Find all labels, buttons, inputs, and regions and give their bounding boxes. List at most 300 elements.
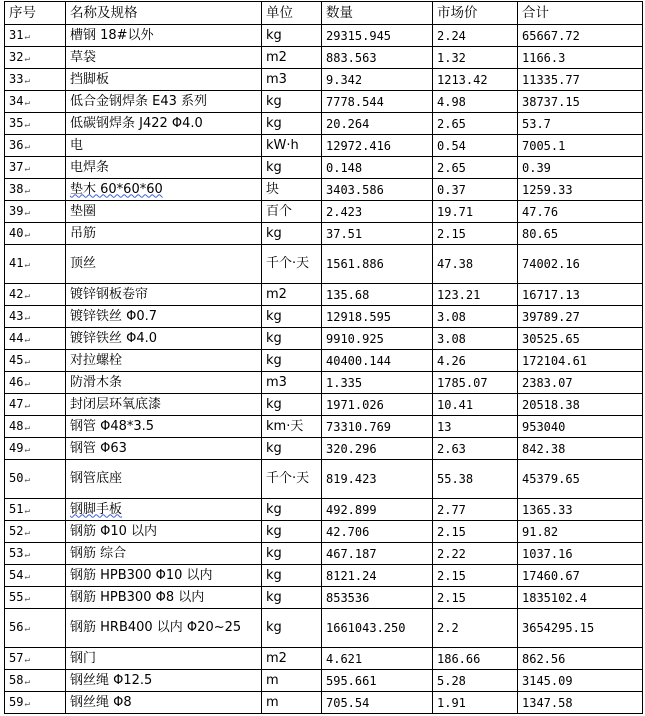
row-price-text: 47.38 — [437, 257, 474, 271]
row-no-text: 37 — [9, 159, 24, 174]
row-price — [433, 521, 518, 543]
row-unit-text: kg — [266, 352, 282, 368]
header-no: 序号 — [5, 2, 66, 25]
row-price — [433, 460, 518, 499]
row-qty-text: 12918.595 — [326, 309, 392, 324]
row-no-text: 34 — [9, 93, 24, 108]
row-qty — [322, 587, 433, 609]
row-no-text: 47 — [9, 396, 24, 411]
row-no — [5, 201, 66, 223]
row-price-text: 5.28 — [437, 673, 466, 688]
row-total-text: 53.7 — [522, 116, 551, 131]
row-no-text: 40 — [9, 225, 24, 240]
row-name-text: 垫圈 — [70, 203, 97, 219]
row-total-text: 2383.07 — [522, 375, 573, 390]
row-name — [66, 521, 262, 543]
table-row — [5, 91, 643, 113]
row-unit-text: kg — [266, 396, 282, 412]
row-unit-text: km·天 — [266, 418, 304, 434]
row-unit-text: m2 — [266, 650, 287, 666]
row-price-text: 4.98 — [437, 94, 466, 109]
row-no-text: 46 — [9, 374, 24, 389]
row-total-text: 1835102.4 — [522, 590, 588, 605]
row-no — [5, 245, 66, 284]
row-unit — [262, 328, 322, 350]
row-qty — [322, 157, 433, 179]
row-total-text: 842.38 — [522, 441, 566, 456]
row-qty-text: 0.148 — [326, 160, 363, 175]
row-qty — [322, 416, 433, 438]
paragraph-mark-icon: ↵ — [24, 654, 30, 665]
row-total-text: 74002.16 — [522, 257, 580, 271]
row-qty — [322, 350, 433, 372]
row-qty — [322, 284, 433, 306]
row-no-text: 55 — [9, 589, 24, 604]
paragraph-mark-icon: ↵ — [24, 290, 30, 301]
row-total — [518, 372, 643, 394]
paragraph-mark-icon: ↵ — [24, 422, 30, 433]
row-unit-text: 百个 — [266, 203, 293, 219]
row-total-text: 17460.67 — [522, 568, 580, 583]
row-total-text: 3145.09 — [522, 673, 573, 688]
row-unit — [262, 69, 322, 91]
row-qty — [322, 648, 433, 670]
row-no-text: 54 — [9, 567, 24, 582]
row-no — [5, 648, 66, 670]
row-qty — [322, 245, 433, 284]
row-price — [433, 670, 518, 692]
row-name — [66, 113, 262, 135]
row-total-text: 38737.15 — [522, 94, 580, 109]
row-total — [518, 179, 643, 201]
row-unit — [262, 91, 322, 113]
row-price — [433, 179, 518, 201]
row-qty-text: 12972.416 — [326, 138, 392, 153]
row-unit-text: kg — [266, 225, 282, 241]
row-unit — [262, 438, 322, 460]
row-qty-text: 4.621 — [326, 651, 363, 666]
row-total-text: 16717.13 — [522, 287, 580, 302]
table-row — [5, 543, 643, 565]
paragraph-mark-icon: ↵ — [24, 207, 30, 218]
row-total-text: 3654295.15 — [522, 621, 595, 635]
row-total-text: 1365.33 — [522, 502, 573, 517]
table-row — [5, 587, 643, 609]
row-no-text: 38 — [9, 181, 24, 196]
row-total — [518, 245, 643, 284]
row-unit-text: m2 — [266, 49, 287, 65]
row-price — [433, 543, 518, 565]
row-qty — [322, 499, 433, 521]
row-name — [66, 47, 262, 69]
row-unit — [262, 648, 322, 670]
row-no — [5, 179, 66, 201]
row-name — [66, 201, 262, 223]
table-row — [5, 416, 643, 438]
row-unit-text: kg — [266, 545, 282, 561]
row-price — [433, 135, 518, 157]
row-unit — [262, 394, 322, 416]
row-qty-text: 42.706 — [326, 524, 370, 539]
row-total-text: 0.39 — [522, 160, 551, 175]
row-total — [518, 394, 643, 416]
row-total-text: 1037.16 — [522, 546, 573, 561]
row-total — [518, 328, 643, 350]
row-name — [66, 670, 262, 692]
row-name-text: 钢管底座 — [70, 471, 123, 486]
row-price — [433, 350, 518, 372]
row-price-text: 13 — [437, 419, 452, 434]
row-qty — [322, 692, 433, 714]
row-qty — [322, 670, 433, 692]
row-total — [518, 47, 643, 69]
paragraph-mark-icon: ↵ — [24, 624, 30, 634]
paragraph-mark-icon: ↵ — [24, 97, 30, 108]
header-unit: 单位 — [262, 2, 322, 25]
row-no — [5, 284, 66, 306]
paragraph-mark-icon: ↵ — [24, 229, 30, 240]
row-qty-text: 1661043.250 — [326, 621, 406, 635]
row-no — [5, 328, 66, 350]
row-name — [66, 350, 262, 372]
row-total — [518, 306, 643, 328]
row-qty — [322, 223, 433, 245]
table-row — [5, 25, 643, 47]
row-price-text: 186.66 — [437, 651, 481, 666]
row-unit-text: 块 — [266, 181, 280, 197]
row-total-text: 1347.58 — [522, 695, 573, 710]
row-name — [66, 565, 262, 587]
row-qty — [322, 47, 433, 69]
row-qty — [322, 69, 433, 91]
row-price-text: 0.37 — [437, 182, 466, 197]
row-name — [66, 609, 262, 648]
row-no-text: 53 — [9, 545, 24, 560]
row-no — [5, 223, 66, 245]
row-name — [66, 648, 262, 670]
row-no-text: 39 — [9, 203, 24, 218]
row-qty-text: 1971.026 — [326, 397, 384, 412]
row-qty-text: 883.563 — [326, 50, 377, 65]
row-price-text: 4.26 — [437, 353, 466, 368]
row-price — [433, 438, 518, 460]
row-no-text: 59 — [9, 694, 24, 709]
row-unit-text: kg — [266, 93, 282, 109]
paragraph-mark-icon: ↵ — [24, 475, 30, 485]
row-qty-text: 29315.945 — [326, 28, 392, 43]
row-total — [518, 416, 643, 438]
row-price — [433, 245, 518, 284]
row-unit-text: m — [266, 694, 279, 710]
row-name-text: 钢管 Φ63 — [70, 440, 127, 456]
row-unit-text: m3 — [266, 71, 287, 87]
table-row — [5, 284, 643, 306]
row-price — [433, 692, 518, 714]
row-name-text: 防滑木条 — [70, 374, 123, 390]
row-price-text: 2.15 — [437, 568, 466, 583]
row-unit-text: kg — [266, 589, 282, 605]
paragraph-mark-icon: ↵ — [24, 163, 30, 174]
row-unit-text: 千个·天 — [266, 471, 310, 486]
row-price-text: 2.15 — [437, 590, 466, 605]
row-name — [66, 25, 262, 47]
table-row — [5, 394, 643, 416]
row-qty-text: 20.264 — [326, 116, 370, 131]
row-name-text: 槽钢 18#以外 — [70, 27, 154, 43]
row-price — [433, 284, 518, 306]
table-row — [5, 157, 643, 179]
row-name-text: 钢脚手板 — [70, 501, 123, 517]
paragraph-mark-icon: ↵ — [24, 75, 30, 86]
row-price-text: 19.71 — [437, 204, 474, 219]
row-price — [433, 201, 518, 223]
row-name — [66, 543, 262, 565]
row-name — [66, 306, 262, 328]
row-unit — [262, 25, 322, 47]
row-no-text: 50 — [9, 471, 24, 485]
row-unit-text: kg — [266, 330, 282, 346]
row-name-text: 钢门 — [70, 650, 97, 666]
row-no — [5, 135, 66, 157]
row-price — [433, 499, 518, 521]
row-price — [433, 69, 518, 91]
row-total-text: 20518.38 — [522, 397, 580, 412]
row-no-text: 35 — [9, 115, 24, 130]
row-unit-text: m — [266, 672, 279, 688]
row-no — [5, 394, 66, 416]
row-name — [66, 135, 262, 157]
row-no-text: 56 — [9, 620, 24, 634]
row-price-text: 123.21 — [437, 287, 481, 302]
row-total-text: 30525.65 — [522, 331, 580, 346]
paragraph-mark-icon: ↵ — [24, 505, 30, 516]
row-total — [518, 69, 643, 91]
row-unit-text: m2 — [266, 286, 287, 302]
row-price-text: 3.08 — [437, 309, 466, 324]
row-name-text: 低合金钢焊条 E43 系列 — [70, 93, 208, 109]
row-qty — [322, 372, 433, 394]
row-no — [5, 306, 66, 328]
row-price — [433, 565, 518, 587]
row-qty-text: 1.335 — [326, 375, 363, 390]
row-name-text: 镀锌铁丝 Φ4.0 — [70, 330, 158, 346]
row-no — [5, 587, 66, 609]
row-no-text: 45 — [9, 352, 24, 367]
paragraph-mark-icon: ↵ — [24, 444, 30, 455]
row-qty-text: 1561.886 — [326, 257, 384, 271]
row-no — [5, 91, 66, 113]
row-name-text: 钢筋 HPB300 Φ10 以内 — [70, 567, 213, 583]
table-row — [5, 460, 643, 499]
row-qty-text: 9.342 — [326, 72, 363, 87]
row-qty — [322, 543, 433, 565]
row-unit-text: kg — [266, 501, 282, 517]
row-no-text: 58 — [9, 672, 24, 687]
row-no — [5, 350, 66, 372]
row-total — [518, 113, 643, 135]
row-name-text: 钢筋 Φ10 以内 — [70, 523, 158, 539]
row-no — [5, 499, 66, 521]
row-unit — [262, 306, 322, 328]
row-name — [66, 245, 262, 284]
row-no-text: 33 — [9, 71, 24, 86]
row-qty — [322, 609, 433, 648]
row-no-text: 49 — [9, 440, 24, 455]
row-unit — [262, 460, 322, 499]
paragraph-mark-icon: ↵ — [24, 260, 30, 270]
paragraph-mark-icon: ↵ — [24, 31, 30, 42]
paragraph-mark-icon: ↵ — [24, 676, 30, 687]
row-qty-text: 73310.769 — [326, 419, 392, 434]
row-no — [5, 460, 66, 499]
row-no-text: 31 — [9, 27, 24, 42]
row-name — [66, 179, 262, 201]
row-price — [433, 394, 518, 416]
row-name-text: 封闭层环氧底漆 — [70, 396, 162, 412]
row-name — [66, 394, 262, 416]
row-no — [5, 609, 66, 648]
row-name — [66, 416, 262, 438]
row-name-text: 镀锌铁丝 Φ0.7 — [70, 308, 158, 324]
row-price — [433, 416, 518, 438]
row-unit — [262, 499, 322, 521]
row-price-text: 1785.07 — [437, 375, 488, 390]
row-no-text: 48 — [9, 418, 24, 433]
header-qty: 数量 — [322, 2, 433, 25]
row-no — [5, 416, 66, 438]
row-name-text: 吊筋 — [70, 225, 97, 241]
row-unit — [262, 692, 322, 714]
row-qty-text: 492.899 — [326, 502, 377, 517]
row-price — [433, 157, 518, 179]
row-qty — [322, 521, 433, 543]
row-no-text: 42 — [9, 286, 24, 301]
table-row — [5, 47, 643, 69]
row-total — [518, 284, 643, 306]
row-qty-text: 40400.144 — [326, 353, 392, 368]
row-no-text: 32 — [9, 49, 24, 64]
row-no-text: 52 — [9, 523, 24, 538]
row-price-text: 1213.42 — [437, 72, 488, 87]
row-qty — [322, 179, 433, 201]
row-unit — [262, 223, 322, 245]
row-total-text: 47.76 — [522, 204, 559, 219]
row-unit — [262, 543, 322, 565]
row-no — [5, 438, 66, 460]
row-total-text: 172104.61 — [522, 353, 588, 368]
row-qty-text: 37.51 — [326, 226, 363, 241]
row-price — [433, 587, 518, 609]
row-name — [66, 284, 262, 306]
row-unit-text: kg — [266, 115, 282, 131]
row-price-text: 2.65 — [437, 116, 466, 131]
row-name-text: 电焊条 — [70, 159, 110, 175]
row-unit-text: kg — [266, 308, 282, 324]
row-unit — [262, 157, 322, 179]
row-name-text: 电 — [70, 137, 84, 153]
paragraph-mark-icon: ↵ — [24, 141, 30, 152]
row-name — [66, 328, 262, 350]
row-unit — [262, 416, 322, 438]
paragraph-mark-icon: ↵ — [24, 549, 30, 560]
row-unit — [262, 587, 322, 609]
row-name-text: 垫木 60*60*60 — [70, 181, 163, 197]
row-no-text: 44 — [9, 330, 24, 345]
row-name — [66, 499, 262, 521]
table-row — [5, 328, 643, 350]
paragraph-mark-icon: ↵ — [24, 571, 30, 582]
table-row — [5, 69, 643, 91]
row-no — [5, 692, 66, 714]
row-no — [5, 157, 66, 179]
row-total — [518, 25, 643, 47]
row-qty-text: 9910.925 — [326, 331, 384, 346]
paragraph-mark-icon: ↵ — [24, 593, 30, 604]
row-price-text: 2.2 — [437, 621, 459, 635]
row-qty — [322, 25, 433, 47]
row-name — [66, 692, 262, 714]
row-qty — [322, 460, 433, 499]
row-total-text: 39789.27 — [522, 309, 580, 324]
row-total-text: 65667.72 — [522, 28, 580, 43]
row-total — [518, 609, 643, 648]
row-total — [518, 670, 643, 692]
row-price — [433, 223, 518, 245]
row-total-text: 1166.3 — [522, 50, 566, 65]
paragraph-mark-icon: ↵ — [24, 698, 30, 709]
row-qty-text: 2.423 — [326, 204, 363, 219]
table-row — [5, 438, 643, 460]
row-price-text: 2.65 — [437, 160, 466, 175]
table-row — [5, 223, 643, 245]
row-total — [518, 587, 643, 609]
row-no — [5, 25, 66, 47]
row-name-text: 钢筋 HPB300 Φ8 以内 — [70, 589, 205, 605]
row-price-text: 2.22 — [437, 546, 466, 561]
row-unit — [262, 201, 322, 223]
row-qty — [322, 91, 433, 113]
row-qty-text: 853536 — [326, 590, 370, 605]
row-unit — [262, 47, 322, 69]
row-price — [433, 372, 518, 394]
table-row — [5, 245, 643, 284]
row-name-text: 钢管 Φ48*3.5 — [70, 418, 155, 434]
row-no-text: 57 — [9, 650, 24, 665]
row-price-text: 2.77 — [437, 502, 466, 517]
header-total: 合计 — [518, 2, 643, 25]
table-body — [5, 25, 643, 714]
row-qty — [322, 113, 433, 135]
paragraph-mark-icon: ↵ — [24, 119, 30, 130]
table-row — [5, 692, 643, 714]
row-price-text: 2.15 — [437, 524, 466, 539]
row-qty — [322, 565, 433, 587]
row-no — [5, 372, 66, 394]
paragraph-mark-icon: ↵ — [24, 400, 30, 411]
row-total — [518, 135, 643, 157]
table-row — [5, 201, 643, 223]
row-total-text: 80.65 — [522, 226, 559, 241]
table-row — [5, 499, 643, 521]
row-total-text: 91.82 — [522, 524, 559, 539]
row-unit — [262, 565, 322, 587]
row-name-text: 对拉螺栓 — [70, 352, 123, 368]
row-name-text: 钢筋 综合 — [70, 545, 127, 561]
row-price — [433, 609, 518, 648]
table-row — [5, 372, 643, 394]
row-no-text: 51 — [9, 501, 24, 516]
row-qty — [322, 201, 433, 223]
